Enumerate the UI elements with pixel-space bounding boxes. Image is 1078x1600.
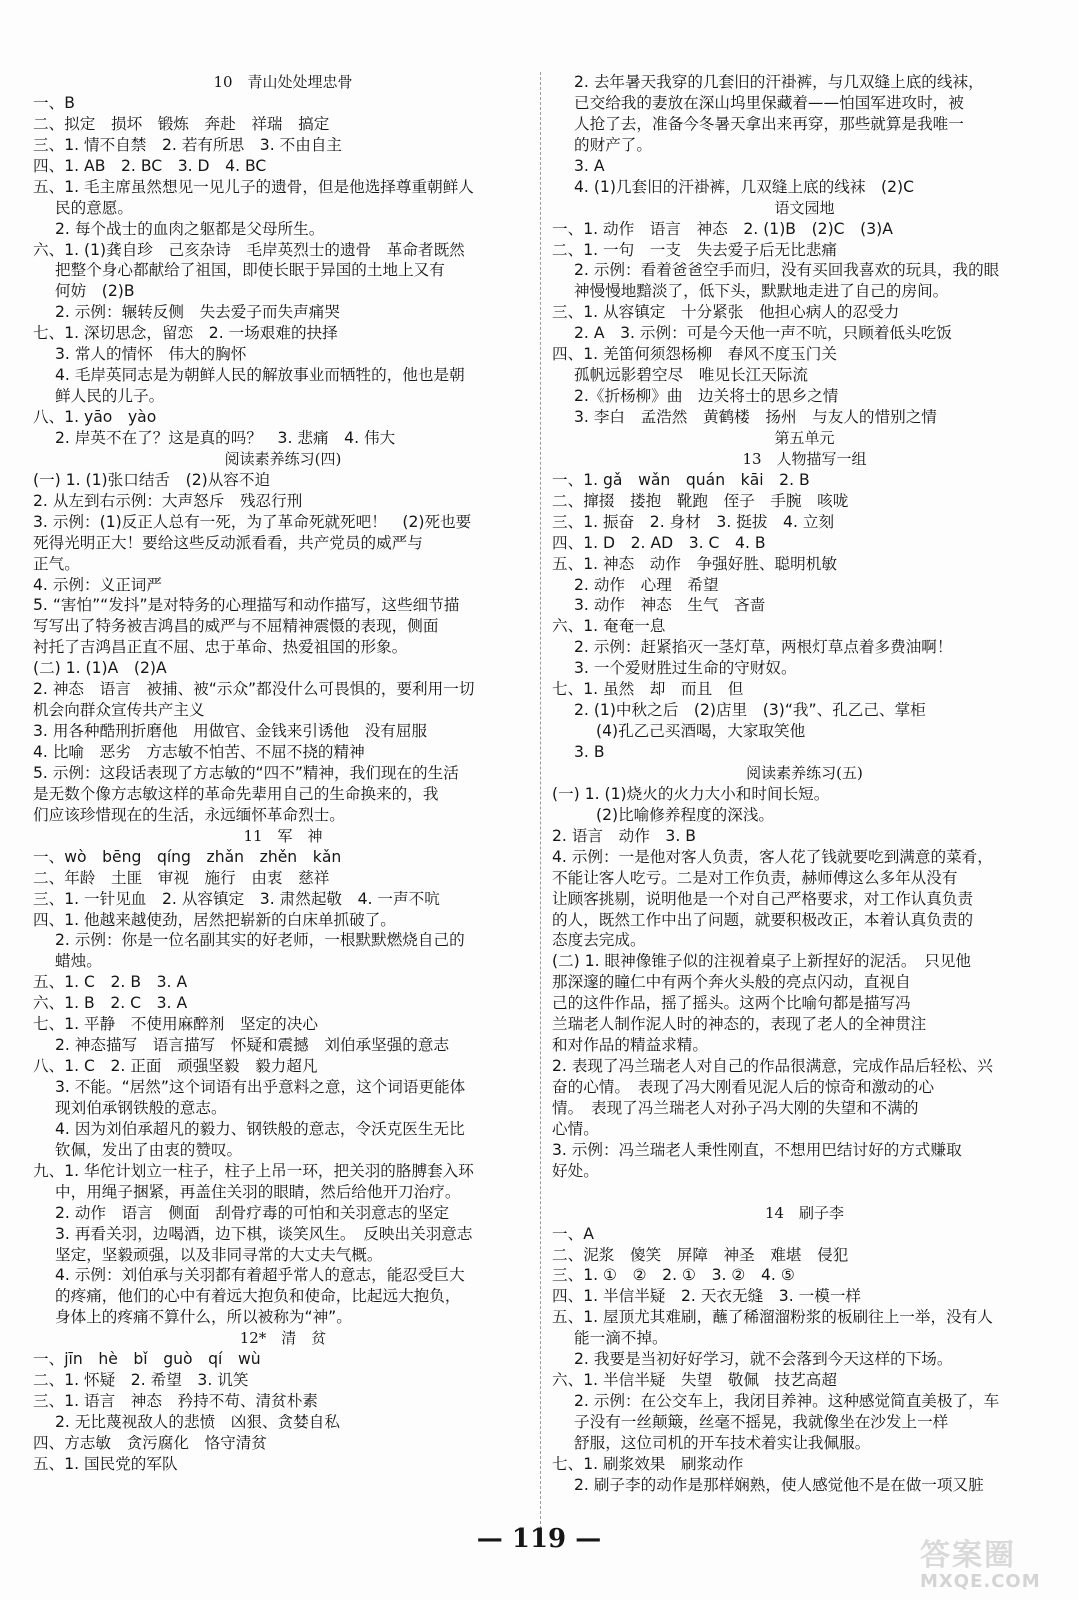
answer-line: 好处。: [552, 1161, 599, 1180]
answer-line: 2. 刷子李的动作是那样娴熟，使人感觉他不是在做一项又脏: [574, 1475, 984, 1494]
answer-line: 中，用绳子捆紧，再盖住关羽的眼睛，然后给他开刀治疗。: [55, 1182, 461, 1201]
answer-line: 五、1. 神态 动作 争强好胜、聪明机敏: [552, 554, 837, 573]
answer-line: 四、1. 羌笛何须怨杨柳 春风不度玉门关: [552, 345, 837, 364]
answer-line: 二、1. 怀疑 2. 希望 3. 讥笑: [33, 1371, 249, 1390]
answer-line: 2. 动作 心理 希望: [574, 575, 719, 594]
section-title: 10 青山处处埋忠骨: [213, 73, 353, 91]
answer-line: 七、1. 深切思念，留恋 2. 一场艰难的抉择: [33, 324, 338, 343]
answer-line: 心情。: [552, 1119, 599, 1138]
answer-line: 人抢了去，准备今冬暑天拿出来再穿，那些就算是我唯一: [574, 114, 964, 133]
answer-line: 2. 我要是当初好好学习，就不会落到今天这样的下场。: [574, 1350, 953, 1369]
answer-line: 2.《折杨柳》曲 边关将士的思乡之情: [574, 387, 839, 406]
answer-line: 2. 神态 语言 被捕、被“示众”都没什么可畏惧的，要利用一切: [33, 680, 475, 699]
answer-line: 衬托了吉鸿昌正直不屈、忠于革命、热爱祖国的形象。: [33, 638, 408, 657]
answer-line: 的人，既然工作中出了问题，就要积极改正，本着认真负责的: [552, 910, 974, 929]
answer-line: 子没有一丝颠簸，丝毫不摇晃，我就像坐在沙发上一样: [574, 1413, 949, 1431]
answer-line: 舒服，这位司机的开车技术着实让我佩服。: [574, 1433, 871, 1452]
answer-line: 己的这件作品，摇了摇头。这两个比喻句都是描写冯: [552, 994, 911, 1013]
answer-line: 一、1. gǎ wǎn quán kāi 2. B: [552, 470, 810, 489]
answer-line: 的疼痛，他们的心中有着远大抱负和使命，比起远大抱负，: [55, 1287, 461, 1306]
answer-line: 2. 示例：你是一位名副其实的好老师，一根默默燃烧自己的: [55, 931, 465, 950]
answer-line: 5. “害怕”“发抖”是对特务的心理描写和动作描写，这些细节描: [33, 596, 460, 615]
answer-line: 四、方志敏 贪污腐化 恪守清贫: [33, 1433, 267, 1452]
answer-line: 不能让客人吃亏。二是对工作负责，赫师傅这么多年从没有: [552, 868, 958, 887]
answer-line: [552, 1182, 1057, 1203]
answer-line: 二、撺掇 搂抱 靴跑 侄子 手腕 咳咙: [552, 491, 849, 510]
page-number-area: [0, 1524, 1078, 1554]
answer-line: 七、1. 虽然 却 而且 但: [552, 680, 744, 699]
answer-line: 4. 示例：义正词严: [33, 575, 162, 594]
answer-line: (一) 1. (1)张口结舌 (2)从容不迫: [33, 470, 271, 489]
answer-line: 现刘伯承钢铁般的意志。: [55, 1098, 227, 1117]
watermark-url: MXQE.COM: [920, 1571, 1041, 1592]
answer-line: 3. 用各种酷刑折磨他 用做官、金钱来引诱他 没有屈服: [33, 722, 428, 741]
watermark: [920, 1540, 1070, 1596]
answer-line: 蜡烛。: [55, 952, 102, 971]
answer-line: 3. 示例：(1)反正人总有一死，为了革命死就死吧！ (2)死也要: [33, 512, 472, 531]
answer-line: 3. A: [574, 156, 605, 175]
answer-line: 鲜人民的儿子。: [55, 387, 165, 406]
answer-line: 六、1. 奄奄一息: [552, 617, 666, 636]
answer-line: 3. B: [574, 743, 605, 761]
answer-line: 态度去完成。: [552, 931, 646, 950]
answer-line: 三、1. 振奋 2. 身材 3. 挺拔 4. 立刻: [552, 512, 835, 531]
section-title: 阅读素养练习(五): [746, 763, 863, 782]
answer-line: 四、1. D 2. AD 3. C 4. B: [552, 533, 766, 552]
answer-line: 奋的心情。 表现了冯大刚看见泥人后的惊奇和激动的心: [552, 1078, 935, 1096]
answer-line: 死得光明正大！要给这些反动派看看，共产党员的威严与: [33, 533, 423, 552]
answer-line: 六、1. B 2. C 3. A: [33, 994, 188, 1013]
answer-line: 已交给我的妻放在深山坞里保藏着——怕国军进攻时，被: [574, 93, 964, 112]
section-title: 14 刷子李: [764, 1203, 845, 1222]
right-column: [552, 72, 1057, 1496]
answer-line: 2. 从左到右示例：大声怒斥 残忍行刑: [33, 491, 303, 510]
column-divider: [540, 72, 541, 1534]
answer-line: 一、jīn hè bǐ guò qí wù: [33, 1350, 261, 1369]
answer-line: 七、1. 刷浆效果 刷浆动作: [552, 1454, 744, 1473]
section-title: 阅读素养练习(四): [224, 449, 342, 468]
left-column: [33, 72, 533, 1475]
section-title: 13 人物描写一组: [742, 449, 867, 468]
answer-line: 2. 动作 语言 侧面 刮骨疗毒的可怕和关羽意志的坚定: [55, 1203, 450, 1222]
answer-line: 机会向群众宣传共产主义: [33, 701, 205, 720]
answer-line: 四、1. 半信半疑 2. 天衣无缝 3. 一模一样: [552, 1287, 862, 1306]
answer-line: 二、拟定 损坏 锻炼 奔赴 祥瑞 搞定: [33, 114, 330, 133]
answer-line: 一、A: [552, 1224, 594, 1243]
answer-line: 三、1. ① ② 2. ① 3. ② 4. ⑤: [552, 1266, 795, 1285]
answer-line: 一、B: [33, 93, 75, 112]
answer-line: 能一滴不掉。: [574, 1329, 668, 1348]
answer-line: 四、1. 他越来越使劲，居然把崭新的白床单抓破了。: [33, 910, 396, 929]
answer-line: 钦佩，发出了由衷的赞叹。: [55, 1140, 243, 1159]
answer-line: 4. (1)几套旧的汗褂裤，几双缝上底的线袜 (2)C: [574, 177, 914, 196]
answer-line: 2. 去年暑天我穿的几套旧的汗褂裤，与几双缝上底的线袜，: [574, 73, 984, 91]
answer-line: 孤帆远影碧空尽 唯见长江天际流: [574, 366, 808, 385]
answer-line: 何妨 (2)B: [55, 282, 135, 301]
answer-line: 3. 一个爱财胜过生命的守财奴。: [574, 659, 797, 678]
answer-line: 三、1. 语言 神态 矜持不苟、清贫朴素: [33, 1392, 318, 1411]
answer-line: (一) 1. (1)烧火的火力大小和时间长短。: [552, 784, 830, 803]
answer-line: 2. 示例：辗转反侧 失去爱子而失声痛哭: [55, 303, 340, 322]
answer-line: 六、1. (1)龚自珍 己亥杂诗 毛岸英烈士的遗骨 革命者既然: [33, 240, 465, 259]
answer-line: 八、1. C 2. 正面 顽强坚毅 毅力超凡: [33, 1057, 318, 1076]
answer-line: 八、1. yāo yào: [33, 408, 157, 426]
answer-line: 4. 因为刘伯承超凡的毅力、钢铁般的意志，令沃克医生无比: [55, 1119, 465, 1138]
answer-line: 4. 毛岸英同志是为朝鲜人民的解放事业而牺牲的，他也是朝: [55, 366, 465, 385]
watermark-logo: 答案圈: [920, 1538, 1016, 1573]
answer-line: 正气。: [33, 554, 80, 573]
answer-line: 2. 无比蔑视敌人的悲愤 凶狠、贪婪自私: [55, 1413, 340, 1431]
answer-line: 五、1. 国民党的军队: [33, 1454, 178, 1473]
answer-line: (二) 1. 眼神像锥子似的注视着桌子上新捏好的泥活。 只见他: [552, 952, 972, 971]
answer-line: 一、1. 动作 语言 神态 2. (1)B (2)C (3)A: [552, 219, 893, 238]
answer-line: 把整个身心都献给了祖国，即使长眠于异国的土地上又有: [55, 261, 445, 280]
answer-line: 五、1. C 2. B 3. A: [33, 973, 188, 992]
answer-line: 2. 岸英不在了？这是真的吗？ 3. 悲痛 4. 伟大: [55, 428, 396, 447]
answer-line: 六、1. 半信半疑 失望 敬佩 技艺高超: [552, 1371, 837, 1390]
answer-line: 情。 表现了冯兰瑞老人对孙子冯大刚的失望和不满的: [552, 1098, 919, 1117]
answer-line: 2. 示例：在公交车上，我闭目养神。这种感觉简直美极了，车: [574, 1392, 1000, 1411]
answer-line: 三、1. 一针见血 2. 从容镇定 3. 肃然起敬 4. 一声不吭: [33, 889, 440, 908]
section-title: 11 军 神: [243, 826, 323, 845]
page-number: — 119 —: [476, 1524, 602, 1554]
answer-line: 2. (1)中秋之后 (2)店里 (3)“我”、孔乙己、掌柜: [574, 701, 926, 720]
answer-line: 三、1. 情不自禁 2. 若有所思 3. 不由自主: [33, 135, 343, 154]
answer-line: 让顾客挑剔，说明他是一个对自己严格要求，对工作认真负责: [552, 889, 974, 908]
answer-line: (2)比喻修养程度的深浅。: [596, 805, 775, 824]
answer-line: 4. 示例：刘伯承与关羽都有着超乎常人的意志，能忍受巨大: [55, 1266, 465, 1285]
answer-line: 3. 常人的情怀 伟大的胸怀: [55, 345, 247, 364]
answer-line: 的财产了。: [574, 135, 652, 154]
answer-line: 2. 语言 动作 3. B: [552, 826, 696, 845]
answer-line: 3. 不能。“居然”这个词语有出乎意料之意，这个词语更能体: [55, 1078, 466, 1096]
answer-line: 兰瑞老人制作泥人时的神态的，表现了老人的全神贯注: [552, 1015, 927, 1034]
answer-line: 二、1. 一句 一支 失去爱子后无比悲痛: [552, 240, 837, 259]
answer-line: 4. 比喻 恶劣 方志敏不怕苦、不屈不挠的精神: [33, 743, 365, 761]
answer-line: 三、1. 从容镇定 十分紧张 他担心病人的忍受力: [552, 303, 900, 322]
answer-line: 3. 示例：冯兰瑞老人秉性刚直，不想用巴结讨好的方式赚取: [552, 1140, 962, 1159]
answer-line: 那深邃的瞳仁中有两个奔火头般的亮点闪动，直视自: [552, 973, 911, 992]
answer-line: 民的意愿。: [55, 198, 133, 217]
answer-line: 2. 表现了冯兰瑞老人对自己的作品很满意，完成作品后轻松、兴: [552, 1057, 993, 1076]
answer-line: 5. 示例：这段话表现了方志敏的“四不”精神，我们现在的生活: [33, 763, 459, 782]
answer-line: 们应该珍惜现在的生活，永远缅怀革命烈士。: [33, 805, 345, 824]
answer-line: 2. 神态描写 语言描写 怀疑和震撼 刘伯承坚强的意志: [55, 1036, 450, 1055]
answer-line: 七、1. 平静 不使用麻醉剂 坚定的决心: [33, 1015, 318, 1034]
answer-line: (4)孔乙己买酒喝，大家取笑他: [596, 722, 806, 741]
answer-line: 3. 李白 孟浩然 黄鹤楼 扬州 与友人的惜别之情: [574, 408, 937, 426]
answer-line: 四、1. AB 2. BC 3. D 4. BC: [33, 156, 267, 175]
answer-line: 身体上的疼痛不算什么，所以被称为“神”。: [55, 1308, 352, 1327]
answer-line: 坚定，坚毅顽强，以及非同寻常的大丈夫气概。: [55, 1245, 383, 1264]
answer-line: 一、wò bēng qíng zhǎn zhěn kǎn: [33, 847, 342, 866]
answer-line: 2. A 3. 示例：可是今天他一声不吭，只顾着低头吃饭: [574, 324, 952, 343]
answer-line: 3. 动作 神态 生气 吝啬: [574, 596, 766, 615]
answer-line: 九、1. 华佗计划立一柱子，柱子上吊一环，把关羽的胳膊套入环: [33, 1161, 474, 1180]
answer-line: 2. 示例：看着爸爸空手而归，没有买回我喜欢的玩具，我的眼: [574, 261, 1000, 280]
answer-line: 神慢慢地黯淡了，低下头，默默地走进了自己的房间。: [574, 282, 949, 301]
section-title: 语文园地: [774, 198, 835, 217]
answer-line: 2. 示例：赶紧掐灭一茎灯草，两根灯草点着多费油啊！: [574, 638, 953, 657]
answer-line: 2. 每个战士的血肉之躯都是父母所生。: [55, 219, 325, 238]
answer-line: 是无数个像方志敏这样的革命先辈用自己的生命换来的，我: [33, 784, 439, 803]
answer-line: 和对作品的精益求精。: [552, 1036, 708, 1055]
section-title: 第五单元: [774, 428, 835, 447]
section-title: 12* 清 贫: [239, 1329, 327, 1348]
answer-line: 五、1. 屋顶尤其难刷，蘸了稀溜溜粉浆的板刷往上一举，没有人: [552, 1308, 993, 1327]
answer-line: 二、泥浆 傻笑 屏障 神圣 难堪 侵犯: [552, 1245, 849, 1264]
answer-line: 五、1. 毛主席虽然想见一见儿子的遗骨，但是他选择尊重朝鲜人: [33, 177, 474, 196]
answer-line: 写写出了特务被吉鸿昌的威严与不屈精神震慑的表现，侧面: [33, 617, 439, 636]
answer-line: 3. 再看关羽，边喝酒，边下棋，谈笑风生。 反映出关羽意志: [55, 1224, 473, 1243]
answer-line: 4. 示例：一是他对客人负责，客人花了钱就要吃到满意的菜肴，: [552, 847, 993, 866]
answer-line: 二、年龄 土匪 审视 施行 由衷 慈祥: [33, 868, 330, 887]
answer-line: (二) 1. (1)A (2)A: [33, 659, 167, 678]
